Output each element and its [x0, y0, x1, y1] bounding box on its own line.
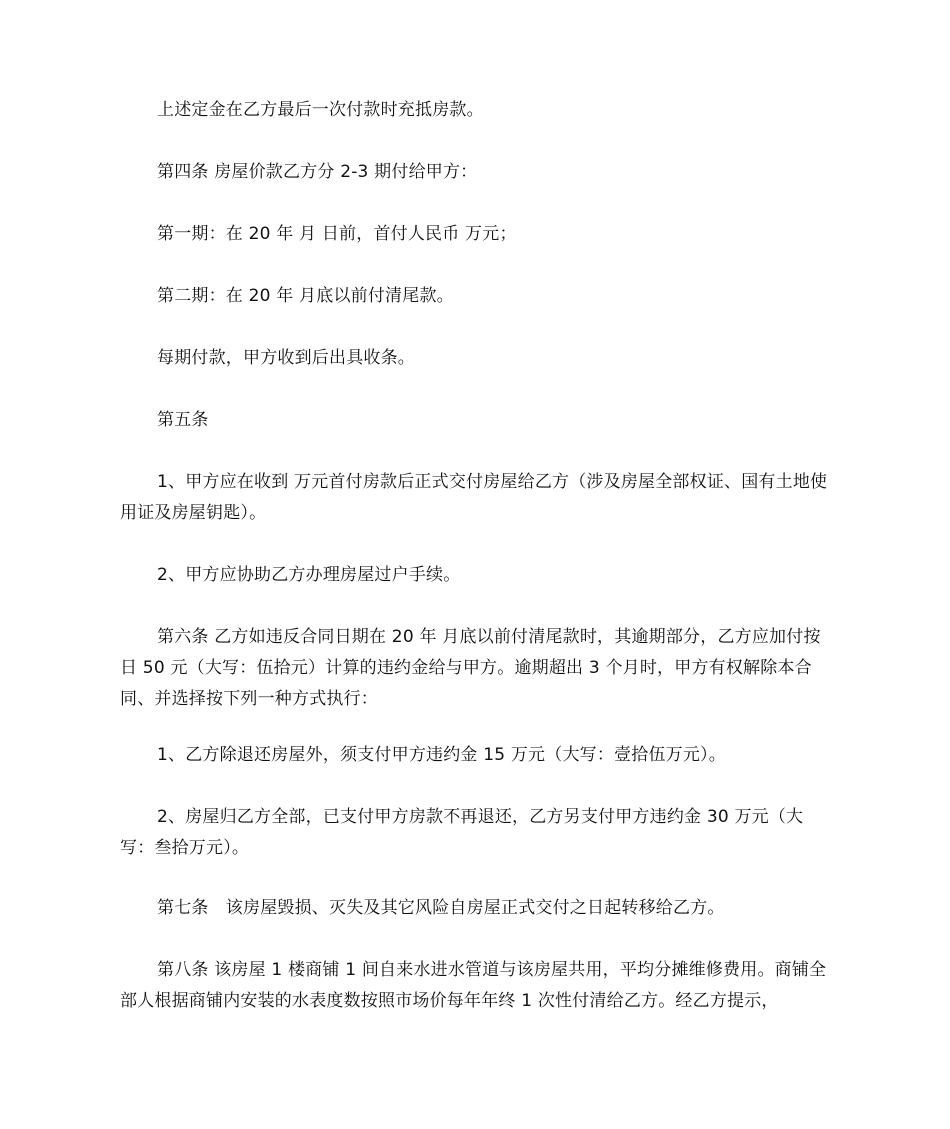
paragraph-deposit-offset: 上述定金在乙方最后一次付款时充抵房款。: [157, 100, 484, 120]
paragraph-first-installment: 第一期：在 20 年 月 日前，首付人民币 万元；: [157, 224, 517, 244]
paragraph-article-5-item-2: 2、甲方应协助乙方办理房屋过户手续。: [157, 565, 461, 585]
paragraph-article-6-item-1: 1、乙方除退还房屋外，须支付甲方违约金 15 万元（大写：壹拾伍万元）。: [157, 745, 726, 765]
paragraph-article-5-heading: 第五条: [157, 410, 209, 430]
paragraph-article-6-item-2: 2、房屋归乙方全部，已支付甲方房款不再退还，乙方另支付甲方违约金 30 万元（大写：叁拾万元）。: [120, 807, 804, 858]
paragraph-article-6: 第六条 乙方如违反合同日期在 20 年 月底以前付清尾款时，其逾期部分，乙方应加付按日 50 元（大写：伍拾元）计算的违约金给与甲方。逾期超出 3 个月时，甲方有权解除本合同、并选择按下列一种方式执行：: [120, 627, 821, 709]
paragraph-article-4-heading: 第四条 房屋价款乙方分 2-3 期付给甲方：: [157, 162, 478, 182]
paragraph-article-8: 第八条 该房屋 1 楼商铺 1 间自来水进水管道与该房屋共用，平均分摊维修费用。商铺全部人根据商铺内安装的水表度数按照市场价每年年终 1 次性付清给乙方。经乙方提示，: [120, 960, 827, 1011]
paragraph-article-7: 第七条 该房屋毁损、灭失及其它风险自房屋正式交付之日起转移给乙方。: [157, 898, 725, 918]
paragraph-second-installment: 第二期：在 20 年 月底以前付清尾款。: [157, 286, 454, 306]
paragraph-receipt-note: 每期付款，甲方收到后出具收条。: [157, 348, 415, 368]
paragraph-article-5-item-1: 1、甲方应在收到 万元首付房款后正式交付房屋给乙方（涉及房屋全部权证、国有土地使用证及房屋钥匙）。: [120, 472, 828, 523]
